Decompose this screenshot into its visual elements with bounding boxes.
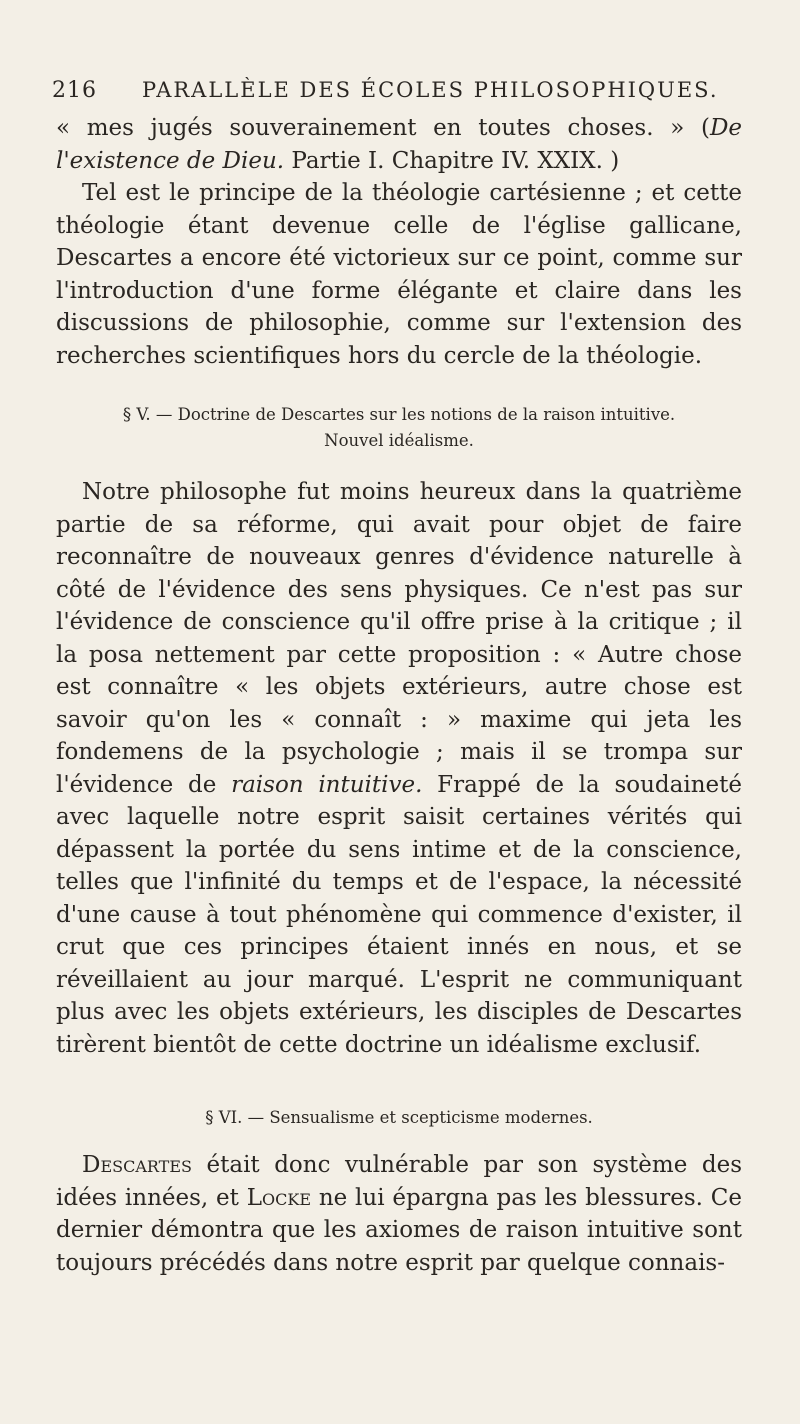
spacer bbox=[56, 372, 742, 402]
quote-text: « mes jugés souverainement en toutes choses. » ( bbox=[56, 115, 710, 141]
section-heading-5-line-1: § V. — Doctrine de Descartes sur les notions de la raison intuitive. bbox=[122, 405, 676, 424]
paragraph-3-text-2: ne lui épargna pas les blessures. Ce dernier démontra que les axiomes de raison intuitive sont toujours précédés dans notre esprit par quelque connais- bbox=[56, 1184, 742, 1276]
paragraph-2-text-before: Notre philosophe fut moins heureux dans la quatrième partie de sa réforme, qui avait pour objet de faire reconnaître de nouveaux genres d'évidence naturelle à côté de l'évidence des sens physiques. Ce n'est pas sur l'évidence de conscience qu'il offre prise à la critique ; il la posa nettement par cette proposition : « Autre chose est connaître « les objets extérieurs, autre chose est savoir qu'on les « connaît : » maxime qui jeta les fondemens de la psychologie ; mais il se trompa sur l'évidence de bbox=[56, 479, 742, 798]
body-text bbox=[56, 112, 742, 1279]
quote-work-title: De l'existence de Dieu. bbox=[56, 115, 742, 174]
running-title: PARALLÈLE DES ÉCOLES PHILOSOPHIQUES. bbox=[142, 78, 719, 102]
paragraph-cartesian-theology: Tel est le principe de la théologie cartésienne ; et cette théologie étant devenue celle de l'église gallicane, Descartes a encore été victorieux sur ce point, comme sur l'introduction d'une forme élégante et claire dans les discussions de philosophie, comme sur l'extension des recherches scientifiques hors du cercle de la théologie. bbox=[56, 180, 742, 369]
paragraph-3-text-1: était donc vulnérable par son système des idées innées, et bbox=[56, 1152, 742, 1211]
spacer bbox=[56, 454, 742, 476]
name-locke: Locke bbox=[246, 1184, 311, 1211]
quotation-continuation bbox=[56, 112, 742, 177]
spacer bbox=[56, 1131, 742, 1149]
running-header bbox=[52, 78, 720, 112]
quote-reference: Partie I. Chapitre IV. XXIX. ) bbox=[284, 147, 620, 174]
name-descartes: Descartes bbox=[82, 1152, 192, 1178]
section-heading-6: § VI. — Sensualisme et scepticisme modernes. bbox=[205, 1108, 593, 1127]
section-heading-5-line-2: Nouvel idéalisme. bbox=[324, 431, 474, 450]
section-heading-5 bbox=[56, 402, 742, 454]
paragraph-2-emphasis: raison intuitive. bbox=[231, 771, 423, 798]
page-number: 216 bbox=[52, 78, 97, 103]
spacer bbox=[56, 1061, 742, 1105]
paragraph-intuitive-reason bbox=[56, 476, 742, 1061]
paragraph-2-text-after: Frappé de la soudaineté avec laquelle notre esprit saisit certaines vérités qui dépassent la portée du sens intime et de la conscience, telles que l'infinité du temps et de l'espace, la nécessité d'une cause à tout phénomène qui commence d'exister, il crut que ces principes étaient innés en nous, et se réveillaient au jour marqué. L'esprit ne communiquant plus avec les objets extérieurs, les disciples de Descartes tirèrent bientôt de cette doctrine un idéalisme exclusif. bbox=[56, 771, 743, 1058]
paragraph-locke bbox=[56, 1149, 742, 1279]
